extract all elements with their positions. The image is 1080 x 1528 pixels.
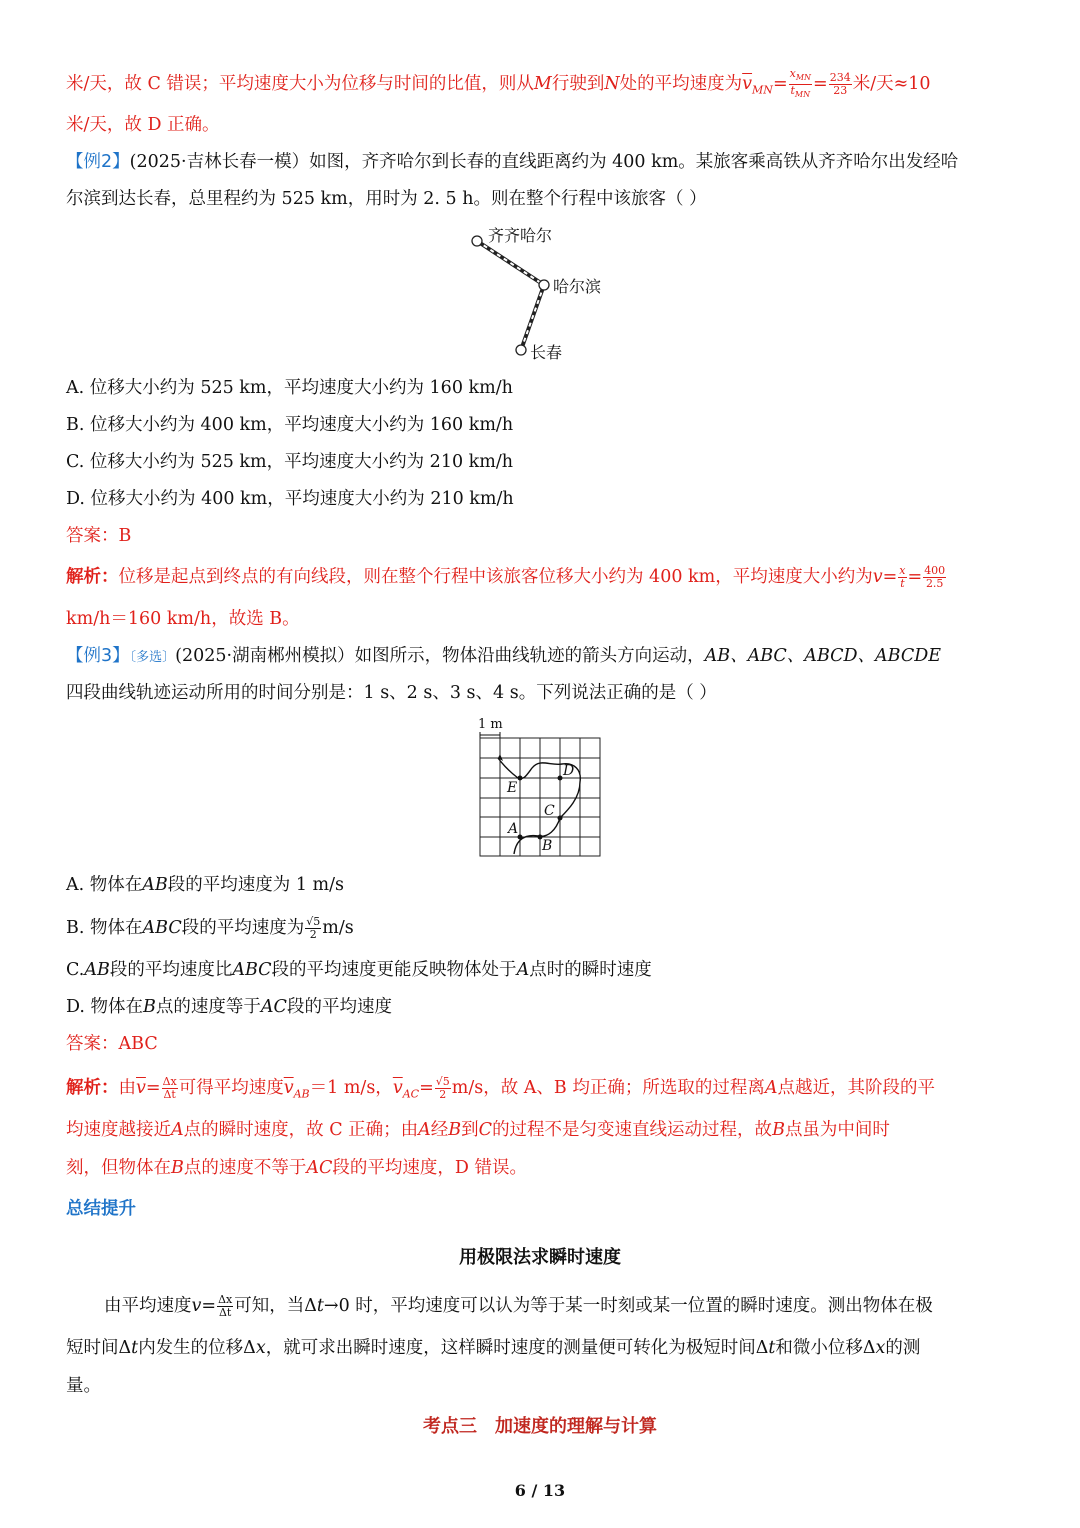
point-a-label: A — [508, 821, 519, 837]
example3-option-d: D. 物体在B点的速度等于AC段的平均速度 — [66, 997, 392, 1017]
railway-map-figure — [460, 222, 620, 362]
intro-line-1: 米/天，故 C 错误；平均速度大小为位移与时间的比值，则从M行驶到N处的平均速度为$\overline{v}_{MN}=$ $\frac{x_{MN}}{t_{MN}}$ = $\frac{234}{23}$ 米/天≈10 — [66, 67, 931, 100]
section-title: 考点三 加速度的理解与计算 — [423, 1416, 657, 1437]
example3-analysis-line-1: 解析：由$\overline{v}=$ $\frac{\Delta x}{\Delta t}$ 可得平均速度$\overline{v}_{AB}=1$ m/s，$\overline{v}_{AC}=$ $\frac{√5}{2}$ m/s，故 A、B 均正确；所选取的过程离A点越近，其阶段的平 — [66, 1075, 935, 1101]
fraction-234-23: $\frac{234}{23}$ — [829, 71, 851, 98]
point-d-label: D — [563, 763, 575, 779]
point-e-label: E — [507, 780, 518, 796]
map-city-qiqihar: 齐齐哈尔 — [488, 226, 553, 245]
example3-question-line-2: 四段曲线轨迹运动所用的时间分别是：1 s、2 s、3 s、4 s。下列说法正确的是（ ） — [66, 683, 717, 703]
example2-analysis-line-1: 解析：位移是起点到终点的有向线段，则在整个行程中该旅客位移大小约为 400 km，平均速度大小约为v= $\frac{x}{t}$ = $\frac{400}{2.5}$ — [66, 564, 946, 590]
map-city-harbin: 哈尔滨 — [553, 277, 602, 296]
example3-analysis-line-2: 均速度越接近A点的瞬时速度，故 C 正确；由A经B到C的过程不是匀变速直线运动过程，故B点虽为中间时 — [66, 1120, 890, 1140]
example3-question-line-1: 【例3】〔多选〕(2025·湖南郴州模拟）如图所示，物体沿曲线轨迹的箭头方向运动，AB、ABC、ABCD、ABCDE — [66, 646, 942, 666]
grid-scale-label: 1 m — [478, 717, 503, 732]
example2-answer: 答案：B — [66, 526, 132, 546]
example2-analysis-line-2: km/h＝160 km/h，故选 B。 — [66, 609, 300, 629]
summary-paragraph-line-3: 量。 — [66, 1376, 101, 1396]
point-c-label: C — [544, 803, 555, 819]
example2-option-a: A. 位移大小约为 525 km，平均速度大小约为 160 km/h — [66, 378, 513, 398]
example3-option-a: A. 物体在AB段的平均速度为 1 m/s — [66, 875, 344, 895]
summary-heading: 总结提升 — [66, 1199, 136, 1219]
grid-trajectory-figure — [470, 712, 610, 860]
example3-tag: 【例3】 — [66, 646, 130, 666]
example3-option-b: B. 物体在ABC段的平均速度为 $\frac{√5}{2}$ m/s — [66, 915, 354, 941]
example3-answer: 答案：ABC — [66, 1034, 158, 1054]
example2-option-d: D. 位移大小约为 400 km，平均速度大小约为 210 km/h — [66, 489, 514, 509]
summary-paragraph-line-2: 短时间Δt内发生的位移Δx，就可求出瞬时速度，这样瞬时速度的测量便可转化为极短时间Δt和微小位移Δx的测 — [66, 1338, 921, 1358]
point-b-label: B — [542, 838, 553, 854]
example3-analysis-line-3: 刻，但物体在B点的速度不等于AC段的平均速度，D 错误。 — [66, 1158, 527, 1178]
example2-question-line-2: 尔滨到达长春，总里程约为 525 km，用时为 2. 5 h。则在整个行程中该旅客（ ） — [66, 189, 707, 209]
example3-option-c: C.AB段的平均速度比ABC段的平均速度更能反映物体处于A点时的瞬时速度 — [66, 960, 652, 980]
multi-select-tag: 〔多选〕 — [129, 650, 176, 665]
example2-option-c: C. 位移大小约为 525 km，平均速度大小约为 210 km/h — [66, 452, 514, 472]
example2-option-b: B. 位移大小约为 400 km，平均速度大小约为 160 km/h — [66, 415, 514, 435]
example2-question-line-1: 【例2】(2025·吉林长春一模）如图，齐齐哈尔到长春的直线距离约为 400 km。某旅客乘高铁从齐齐哈尔出发经哈 — [66, 152, 959, 172]
fraction-xmn-tmn: $\frac{x_{MN}}{t_{MN}}$ — [789, 67, 812, 100]
page-number: 6 / 13 — [514, 1481, 566, 1500]
summary-title: 用极限法求瞬时速度 — [459, 1247, 621, 1268]
intro-line-2: 米/天，故 D 正确。 — [66, 115, 220, 135]
map-city-changchun: 长春 — [530, 343, 563, 362]
summary-paragraph-line-1: 由平均速度v= $\frac{\Delta x}{\Delta t}$ 可知，当Δt→0 时，平均速度可以认为等于某一时刻或某一位置的瞬时速度。测出物体在极 — [104, 1293, 933, 1319]
example2-tag: 【例2】 — [66, 152, 130, 172]
